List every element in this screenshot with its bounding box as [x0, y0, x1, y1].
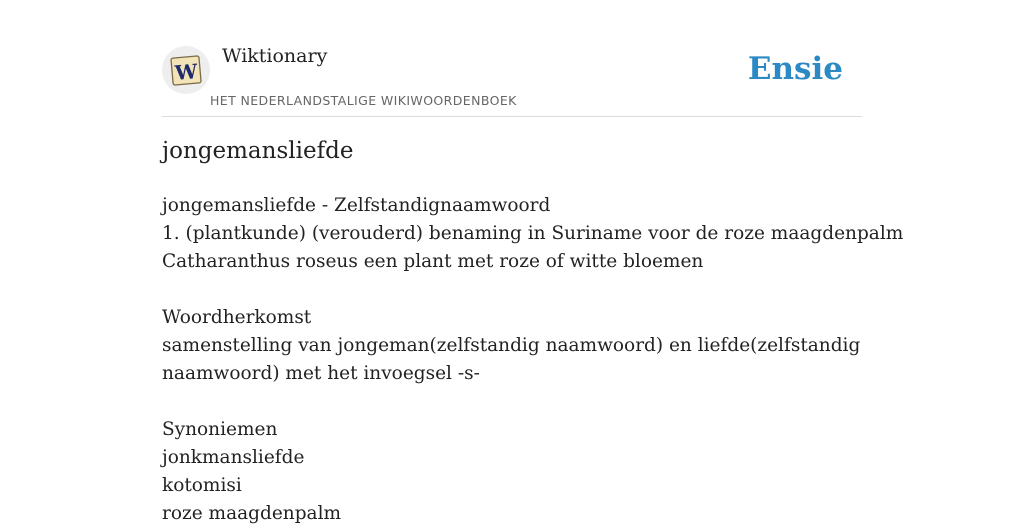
definition-line-1: 1. (plantkunde) (verouderd) benaming in Suriname voor de roze maagdenpalm [162, 223, 904, 244]
wiktionary-logo-icon[interactable] [162, 46, 210, 94]
definition-line-2: Catharanthus roseus een plant met roze of witte bloemen [162, 251, 704, 272]
spacer [162, 276, 862, 304]
synonyms-heading: Synoniemen [162, 419, 278, 440]
page-title: jongemansliefde [162, 138, 354, 164]
synonym-item: roze maagdenpalm [162, 503, 342, 524]
synonym-item: kotomisi [162, 475, 242, 496]
svg-text:W: W [173, 59, 199, 85]
ensie-brand-logo[interactable]: Ensie [747, 51, 843, 87]
w-tile-icon [168, 52, 204, 88]
site-header [162, 0, 862, 117]
etymology-heading: Woordherkomst [162, 307, 312, 328]
etymology-line-1: samenstelling van jongeman(zelfstandig naamwoord) en liefde(zelfstandig [162, 335, 861, 356]
entry-heading-line: jongemansliefde - Zelfstandignaamwoord [162, 195, 551, 216]
spacer [162, 388, 862, 416]
site-name[interactable]: Wiktionary [222, 45, 328, 67]
site-tagline: HET NEDERLANDSTALIGE WIKIWOORDENBOEK [210, 93, 517, 108]
etymology-line-2: naamwoord) met het invoegsel -s- [162, 363, 480, 384]
entry-content [162, 192, 904, 528]
synonym-item: jonkmansliefde [162, 447, 305, 468]
